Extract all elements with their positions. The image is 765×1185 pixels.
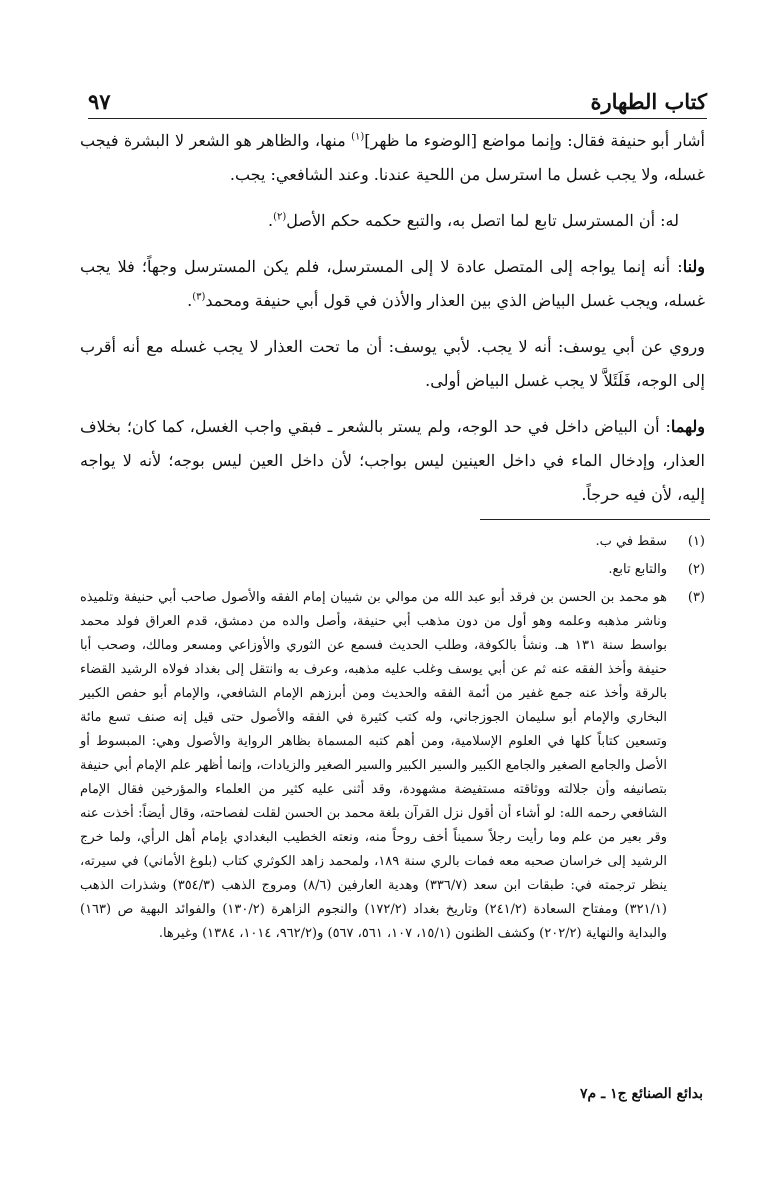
footnote-text: هو محمد بن الحسن بن فرقد أبو عبد الله من موالي بن شيبان إمام الفقه والأصول صاحب أبي حنيفة وتلميذه وناشر مذهبه وعلمه وهو أول من دون مذهب أبي حنيفة، وأصل والده من دمشق، قدم العراق فولد محمد بواسط سنة ١٣١ هـ. ونشأ بالكوفة، وطلب الحديث فسمع عن الثوري والأوزاعي ومسعر ومالك، وصحب أبا حنيفة وأخذ الفقه عنه ثم عن أبي يوسف وغلب عليه مذهبه، وعرف به وانتقل إلى بغداد فولاه الرشيد القضاء بالرقة وأخذ عنه جمع غفير من أئمة الفقه والحديث ومن أبرزهم الإمام الشافعي، والإمام أبو حفص الكبير البخاري والإمام أبو سليمان الجوزجاني، وله كتب كثيرة في الفقه والأصول حتى قيل إنه صنف تسع مائة وتسعين كتاباً كلها في العلوم الإسلامية، ومن أهم كتبه المسماة بظاهر الرواية والأصول وهي: المبسوط أو الأصل والجامع الصغير والجامع الكبير والسير الكبير والسير الصغير والزيادات، وإنما أظهر علم الإمام أبي حنيفة بتصانيفه وأن جلالته ووثاقته مستفيضة مشهودة، وقد أثنى عليه كثير من العلماء والمؤرخين فقال الإمام الشافعي رحمه الله: لو أشاء أن أقول نزل القرآن بلغة محمد بن الحسن لقلت لفصاحته، وقال أيضاً: أخذت عنه وقر بعير من علم وما رأيت رجلاً سميناً أخف روحاً منه، ونعته الخطيب البغدادي بإمام أهل الرأي، ولما خرج الرشيد إلى خراسان صحبه معه فمات بالري سنة ١٨٩، ولمحمد زاهد الكوثري كتاب (بلوغ الأماني) في سيرته، ينظر ترجمته في: طبقات ابن سعد (٣٣٦/٧) وهدية العارفين (٨/٦) ومروج الذهب (٣٥٤/٣) وشذرات الذهب (٣٢١/١) ومفتاح السعادة (٢٤١/٢) وتاريخ بغداد (١٧٢/٢) والنجوم الزاهرة (١٣٠/٢) والفوائد البهية ص (١٦٣) والبداية والنهاية (٢٠٢/٢) وكشف الظنون (١٥/١، ١٠٧، ٥٦١، ٥٦٧) و(٩٦٢/٢، ١٠١٤، ١٣٨٤) وغيرها. <box>80 590 667 941</box>
p4-text: وروي عن أبي يوسف: أنه لا يجب. لأبي يوسف: أن ما تحت العذار لا يجب غسله مع أنه أقرب إلى الوجه، فَلَئَلاَّ لا يجب غسل البياض أولى. <box>80 337 705 390</box>
footnote-ref-2: (٢) <box>273 211 287 223</box>
footnote <box>80 530 705 554</box>
paragraph-5 <box>80 410 705 512</box>
printer-signature: بدائع الصنائع ج١ ـ م٧ <box>580 1086 703 1102</box>
footnote <box>80 558 705 582</box>
p2-lead: له: <box>655 211 679 230</box>
header-rule <box>88 118 707 119</box>
footnote-text: والتابع تابع. <box>608 562 667 577</box>
footnote <box>80 586 705 946</box>
footnote-number: (٢) <box>687 562 705 577</box>
footnotes <box>80 530 705 950</box>
p5-text: : أن البياض داخل في حد الوجه، ولم يستر بالشعر ـ فبقي واجب الغسل، كما كان؛ بخلاف العذار، وإدخال الماء في داخل العينين ليس بواجب؛ لأن داخل العين ليس بوجه؛ لأنه لا يواجه إليه، لأن فيه حرجاً. <box>80 417 705 504</box>
footnote-text: سقط في ب. <box>595 534 667 549</box>
footnote-number: (٣) <box>687 590 705 605</box>
footnote-ref-3: (٣) <box>192 291 206 303</box>
footnote-rule <box>480 519 710 520</box>
p1-text-cont: منها، والظاهر هو الشعر لا البشرة فيجب غسله، ولا يجب غسل ما استرسل من اللحية عندنا. وعند الشافعي: يجب. <box>80 131 705 184</box>
p2-text: أن المسترسل تابع لما اتصل به، والتبع حكمه حكم الأصل <box>286 211 656 230</box>
footnote-ref-1: (١) <box>351 131 365 143</box>
p1-text: أشار أبو حنيفة فقال: وإنما مواضع [الوضوء ما ظهر] <box>364 131 705 150</box>
chapter-title: كتاب الطهارة <box>590 89 707 114</box>
paragraph-3 <box>80 250 705 318</box>
paragraph-1 <box>80 124 705 192</box>
page-number: ٩٧ <box>88 89 111 114</box>
p3-lead: ولنا <box>682 257 706 276</box>
running-head <box>88 80 707 114</box>
paragraph-2 <box>80 204 705 238</box>
footnote-number: (١) <box>687 534 705 549</box>
p2-text-cont: . <box>267 211 274 230</box>
p5-lead: ولهما <box>670 417 705 436</box>
main-text <box>80 124 705 524</box>
p3-text-cont: . <box>187 291 193 310</box>
p3-text: : أنه إنما يواجه إلى المتصل عادة لا إلى المسترسل، فلم يكن المسترسل وجهاً؛ فلا يجب غسله، ويجب غسل البياض الذي بين العذار والأذن في قول أبي حنيفة ومحمد <box>80 257 705 310</box>
paragraph-4 <box>80 330 705 398</box>
